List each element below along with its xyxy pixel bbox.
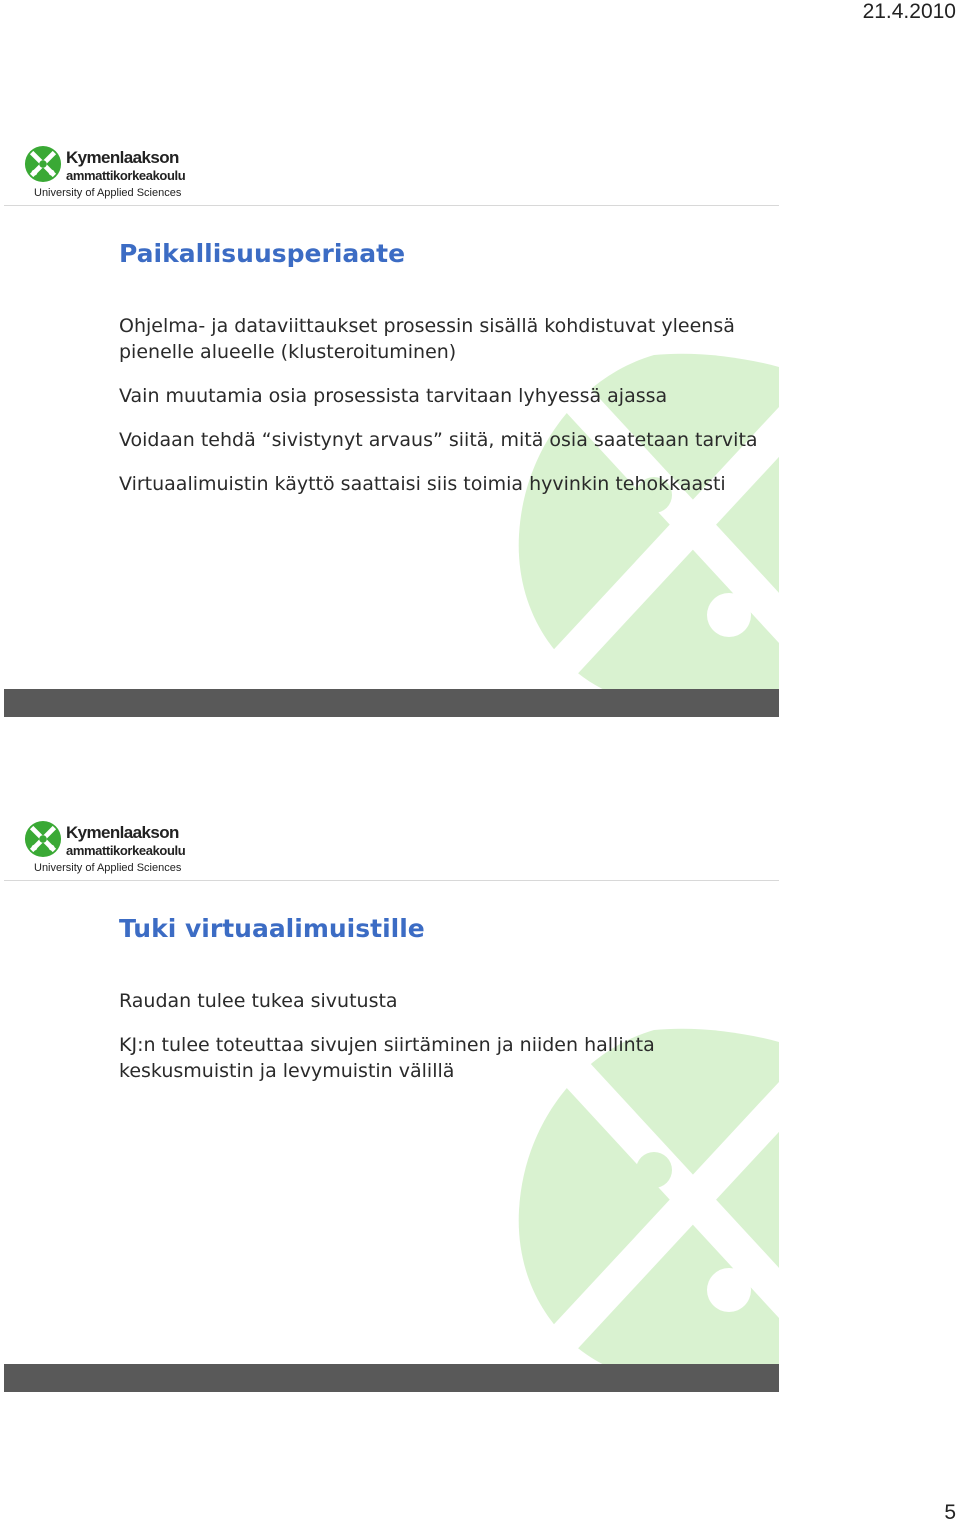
logo-mark-icon bbox=[24, 145, 62, 183]
slide-1 bbox=[4, 115, 779, 717]
logo-tagline: University of Applied Sciences bbox=[34, 862, 182, 874]
page-number: 5 bbox=[944, 1501, 956, 1524]
logo bbox=[24, 143, 184, 203]
logo-subtitle: ammattikorkeakoulu bbox=[66, 843, 186, 858]
bullet-item: Vain muutamia osia prosessista tarvitaan lyhyessä ajassa bbox=[119, 385, 668, 407]
page-date: 21.4.2010 bbox=[862, 0, 956, 23]
bullet-item: KJ:n tulee toteuttaa sivujen siirtäminen ja niiden hallinta keskusmuistin ja levymuistin välillä bbox=[119, 1034, 655, 1082]
header-divider bbox=[4, 880, 779, 881]
bullet-item: Voidaan tehdä “sivistynyt arvaus” siitä, mitä osia saatetaan tarvita bbox=[119, 429, 758, 451]
bullet-list bbox=[119, 988, 759, 1102]
logo-subtitle: ammattikorkeakoulu bbox=[66, 168, 186, 183]
logo-name: Kymenlaakson bbox=[66, 148, 179, 167]
logo-tagline: University of Applied Sciences bbox=[34, 187, 182, 199]
logo bbox=[24, 818, 184, 878]
logo-name: Kymenlaakson bbox=[66, 823, 179, 842]
bullet-item: Virtuaalimuistin käyttö saattaisi siis toimia hyvinkin tehokkaasti bbox=[119, 473, 726, 495]
bullet-list bbox=[119, 313, 759, 515]
slide-2 bbox=[4, 790, 779, 1392]
bullet-item: Ohjelma- ja dataviittaukset prosessin sisällä kohdistuvat yleensä pienelle alueelle (klusteroituminen) bbox=[119, 315, 735, 363]
header-divider bbox=[4, 205, 779, 206]
slide-footer-bar bbox=[4, 1364, 779, 1392]
slide-footer-bar bbox=[4, 689, 779, 717]
bullet-item: Raudan tulee tukea sivutusta bbox=[119, 990, 398, 1012]
slide-title: Tuki virtuaalimuistille bbox=[119, 914, 425, 943]
slide-title: Paikallisuusperiaate bbox=[119, 239, 406, 268]
logo-mark-icon bbox=[24, 820, 62, 858]
